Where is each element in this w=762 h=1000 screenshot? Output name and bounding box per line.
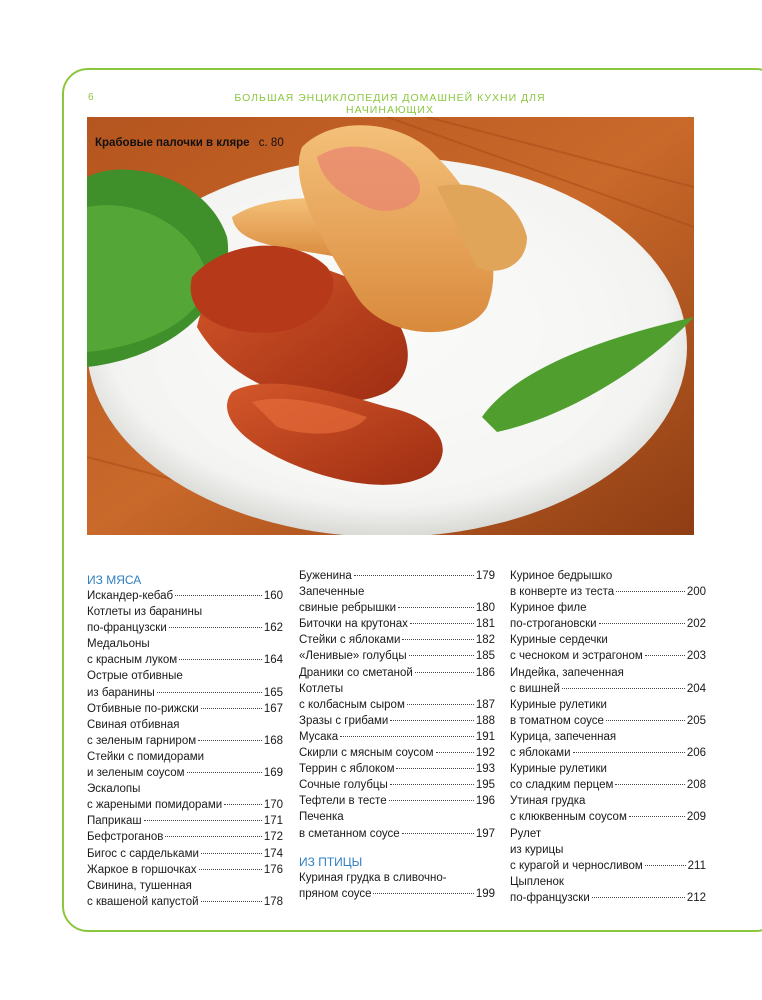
toc-entry-page: 211 (687, 859, 706, 872)
toc-entry (299, 616, 495, 632)
toc-entry-page: 196 (475, 795, 495, 808)
toc-column-1 (87, 568, 283, 910)
toc-entry-title: Куриная грудка в сливочно- (299, 871, 447, 884)
dot-leader (354, 575, 474, 576)
toc-entry (510, 793, 706, 809)
toc-entry (87, 846, 283, 862)
toc-entry-title: Искандер-кебаб (87, 590, 174, 602)
toc-entry-title: по-французски (87, 622, 167, 635)
toc-entry-title: по-французски (510, 891, 590, 904)
dot-leader (615, 784, 684, 785)
toc-entry-page: 212 (686, 891, 706, 904)
toc-entry (510, 665, 706, 681)
toc-entry-title: пряном соусе (299, 887, 372, 900)
toc-entry (87, 878, 283, 894)
dot-leader (573, 752, 685, 753)
dish-photo (87, 117, 694, 535)
toc-entry (299, 681, 495, 697)
toc-entry-title: с квашеной капустой (87, 895, 199, 908)
toc-entry (510, 761, 706, 777)
toc-entry-title: Куриные рулетики (510, 763, 607, 776)
toc-entry (510, 745, 706, 761)
toc-entry-title: из баранины (87, 686, 155, 699)
toc-entry-title: Куриные сердечки (510, 634, 608, 647)
toc-entry (510, 697, 706, 713)
toc-entry (87, 797, 283, 813)
dot-leader (157, 692, 262, 693)
toc-entry (299, 648, 495, 664)
toc-entry-title: Медальоны (87, 638, 150, 651)
toc-entry (87, 668, 283, 684)
dot-leader (396, 768, 473, 769)
photo-caption (95, 137, 284, 149)
toc-entry-page: 187 (475, 698, 495, 711)
dot-leader (201, 853, 262, 854)
toc-entry-page: 171 (263, 815, 283, 828)
toc-entry-page: 165 (263, 686, 283, 699)
toc-entry-page: 180 (475, 602, 495, 615)
toc-entry-page: 186 (475, 666, 495, 679)
toc-entry-title: Острые отбивные (87, 670, 183, 683)
toc-entry-page: 176 (263, 863, 283, 876)
toc-entry-title: Буженина (299, 570, 352, 582)
dot-leader (179, 659, 262, 660)
toc-list (87, 588, 283, 910)
toc-entry-page: 203 (686, 650, 706, 663)
toc-entry-page: 197 (475, 827, 495, 840)
toc-entry (510, 632, 706, 648)
toc-entry-title: Мусака (299, 730, 339, 743)
toc-entry (299, 886, 495, 902)
toc-entry-page: 204 (686, 682, 706, 695)
toc-entry-page: 185 (475, 650, 495, 663)
toc-column-3 (510, 568, 706, 906)
toc-entry (510, 874, 706, 890)
toc-entry-page: 191 (475, 730, 495, 743)
dot-leader (390, 720, 473, 721)
toc-entry (87, 733, 283, 749)
toc-entry (87, 749, 283, 765)
toc-entry (299, 729, 495, 745)
toc-entry (87, 781, 283, 797)
toc-entry-title: свиные ребрышки (299, 602, 397, 615)
toc-list (510, 568, 706, 906)
dot-leader (645, 655, 685, 656)
toc-list (299, 870, 495, 902)
toc-entry-title: Куриное бедрышко (510, 570, 613, 582)
toc-entry-page: 181 (475, 618, 495, 631)
toc-entry-page: 206 (686, 747, 706, 760)
dot-leader (187, 772, 262, 773)
toc-entry (87, 894, 283, 910)
toc-entry-page: 193 (475, 763, 495, 776)
toc-entry-page: 179 (475, 570, 495, 582)
dot-leader (398, 607, 474, 608)
toc-column-2 (299, 568, 495, 902)
toc-entry (299, 761, 495, 777)
toc-entry-page: 199 (475, 887, 495, 900)
page-number: 6 (88, 92, 94, 103)
dot-leader (410, 623, 474, 624)
toc-entry-page: 200 (686, 586, 706, 599)
dot-leader (175, 595, 262, 596)
toc-entry-title: Зразы с грибами (299, 714, 389, 727)
toc-entry (299, 826, 495, 842)
toc-entry-title: с зеленым гарниром (87, 734, 197, 747)
toc-entry-title: в сметанном соусе (299, 827, 400, 840)
toc-entry-title: с яблоками (510, 747, 571, 760)
toc-entry-page: 192 (475, 747, 495, 760)
dot-leader (402, 639, 473, 640)
toc-entry-page: 168 (263, 734, 283, 747)
toc-entry-title: Печенка (299, 811, 344, 824)
toc-entry (87, 765, 283, 781)
toc-entry-page: 208 (686, 779, 706, 792)
toc-entry-title: Скирли с мясным соусом (299, 747, 434, 760)
toc-entry-title: в конверте из теста (510, 586, 615, 599)
toc-entry-title: и зеленым соусом (87, 767, 185, 780)
toc-entry-page: 169 (263, 767, 283, 780)
dot-leader (645, 865, 686, 866)
toc-entry-title: Цыпленок (510, 875, 564, 888)
toc-entry-title: Стейки с яблоками (299, 634, 401, 647)
dot-leader (144, 820, 262, 821)
toc-entry-page: 167 (263, 702, 283, 715)
toc-entry (510, 842, 706, 858)
dot-leader (199, 869, 262, 870)
caption-title: Крабовые палочки в кляре (95, 137, 250, 149)
toc-entry-page: 172 (263, 831, 283, 844)
toc-entry (510, 600, 706, 616)
toc-entry-title: Жаркое в горшочках (87, 863, 197, 876)
toc-entry (299, 697, 495, 713)
toc-entry-title: с колбасным сыром (299, 698, 405, 711)
toc-entry (299, 809, 495, 825)
dot-leader (562, 688, 685, 689)
toc-entry-page: 174 (263, 847, 283, 860)
toc-entry-title: в томатном соусе (510, 714, 604, 727)
toc-entry-title: Стейки с помидорами (87, 750, 205, 763)
toc-entry-title: с жареными помидорами (87, 799, 223, 812)
dot-leader (340, 736, 474, 737)
toc-entry-title: Котлеты из баранины (87, 606, 203, 619)
toc-entry-title: Эскалопы (87, 783, 141, 796)
toc-entry-title: с вишней (510, 682, 560, 695)
dot-leader (201, 901, 262, 902)
toc-entry-title: Утиная грудка (510, 795, 586, 808)
toc-entry (510, 681, 706, 697)
section-heading-meat: ИЗ МЯСА (87, 573, 142, 587)
caption-page: с. 80 (258, 137, 284, 149)
dot-leader (616, 591, 685, 592)
toc-entry-title: с чесноком и эстрагоном (510, 650, 643, 663)
toc-entry (87, 620, 283, 636)
toc-entry-title: по-строгановски (510, 618, 597, 631)
dot-leader (169, 627, 262, 628)
toc-entry (510, 568, 706, 584)
toc-entry (87, 862, 283, 878)
toc-entry-title: Рулет (510, 827, 542, 840)
toc-entry (299, 600, 495, 616)
toc-entry (87, 717, 283, 733)
toc-entry (299, 777, 495, 793)
running-header: БОЛЬШАЯ ЭНЦИКЛОПЕДИЯ ДОМАШНЕЙ КУХНИ ДЛЯ НАЧИНАЮЩИХ (234, 92, 546, 116)
toc-entry-page: 202 (686, 618, 706, 631)
toc-entry-title: Курица, запеченная (510, 730, 617, 743)
toc-entry (299, 632, 495, 648)
toc-entry-title: Запеченные (299, 586, 365, 599)
dot-leader (165, 836, 261, 837)
toc-entry-title: с красным луком (87, 654, 178, 667)
toc-entry (299, 584, 495, 600)
toc-entry (510, 648, 706, 664)
toc-entry (510, 858, 706, 874)
toc-entry (87, 701, 283, 717)
dot-leader (629, 816, 685, 817)
dot-leader (389, 800, 474, 801)
toc-entry-title: из курицы (510, 843, 564, 856)
toc-entry (87, 588, 283, 604)
toc-entry-title: Драники со сметаной (299, 666, 413, 679)
toc-entry (299, 665, 495, 681)
dot-leader (224, 804, 262, 805)
toc-entry-title: Паприкаш (87, 815, 142, 828)
dot-leader (373, 893, 473, 894)
toc-entry-title: Бефстроганов (87, 831, 164, 844)
toc-entry-page: 170 (263, 799, 283, 812)
toc-entry-title: Свинина, тушенная (87, 879, 192, 892)
toc-entry (299, 793, 495, 809)
toc-entry-title: Сочные голубцы (299, 779, 388, 792)
toc-entry-title: Бигос с сардельками (87, 847, 199, 860)
section-heading-poultry: ИЗ ПТИЦЫ (299, 854, 363, 869)
dot-leader (599, 623, 685, 624)
toc-entry-page: 178 (263, 895, 283, 908)
toc-entry-page: 195 (475, 779, 495, 792)
toc-entry (510, 809, 706, 825)
toc-entry (299, 568, 495, 584)
toc-entry-title: Индейка, запеченная (510, 666, 624, 679)
toc-entry (87, 685, 283, 701)
toc-entry (87, 813, 283, 829)
toc-entry-title: Свиная отбивная (87, 718, 180, 731)
toc-entry (510, 584, 706, 600)
toc-entry-title: Террин с яблоком (299, 763, 395, 776)
toc-entry-title: Куриное филе (510, 602, 587, 615)
toc-entry (510, 713, 706, 729)
toc-entry (510, 616, 706, 632)
dot-leader (606, 720, 685, 721)
dot-leader (436, 752, 474, 753)
toc-entry-title: Тефтели в тесте (299, 795, 387, 808)
toc-entry-page: 160 (263, 590, 283, 602)
toc-entry (510, 890, 706, 906)
toc-entry (87, 636, 283, 652)
dot-leader (415, 672, 474, 673)
toc-entry-page: 182 (475, 634, 495, 647)
toc-list (299, 568, 495, 842)
toc-entry-title: со сладким перцем (510, 779, 614, 792)
dot-leader (402, 833, 474, 834)
toc-entry-title: Биточки на крутонах (299, 618, 408, 631)
toc-entry (299, 870, 495, 886)
toc-entry-title: «Ленивые» голубцы (299, 650, 407, 663)
dot-leader (592, 897, 685, 898)
toc-entry-title: Куриные рулетики (510, 698, 607, 711)
toc-entry-title: Отбивные по-рижски (87, 702, 199, 715)
dot-leader (407, 704, 474, 705)
toc-entry (87, 652, 283, 668)
dot-leader (201, 708, 262, 709)
dot-leader (390, 784, 474, 785)
toc-entry (299, 713, 495, 729)
toc-entry-page: 205 (686, 714, 706, 727)
toc-entry (510, 777, 706, 793)
toc-entry-title: Котлеты (299, 682, 344, 695)
toc-entry-page: 162 (263, 622, 283, 635)
toc-entry (510, 729, 706, 745)
toc-entry-page: 188 (475, 714, 495, 727)
toc-entry-title: с курагой и черносливом (510, 859, 643, 872)
dot-leader (198, 740, 262, 741)
toc-entry (87, 604, 283, 620)
dot-leader (409, 655, 474, 656)
toc-entry (299, 745, 495, 761)
toc-entry (510, 826, 706, 842)
toc-entry-title: с клюквенным соусом (510, 811, 627, 824)
toc-entry-page: 164 (263, 654, 283, 667)
toc-entry-page: 209 (686, 811, 706, 824)
toc-entry (87, 829, 283, 845)
